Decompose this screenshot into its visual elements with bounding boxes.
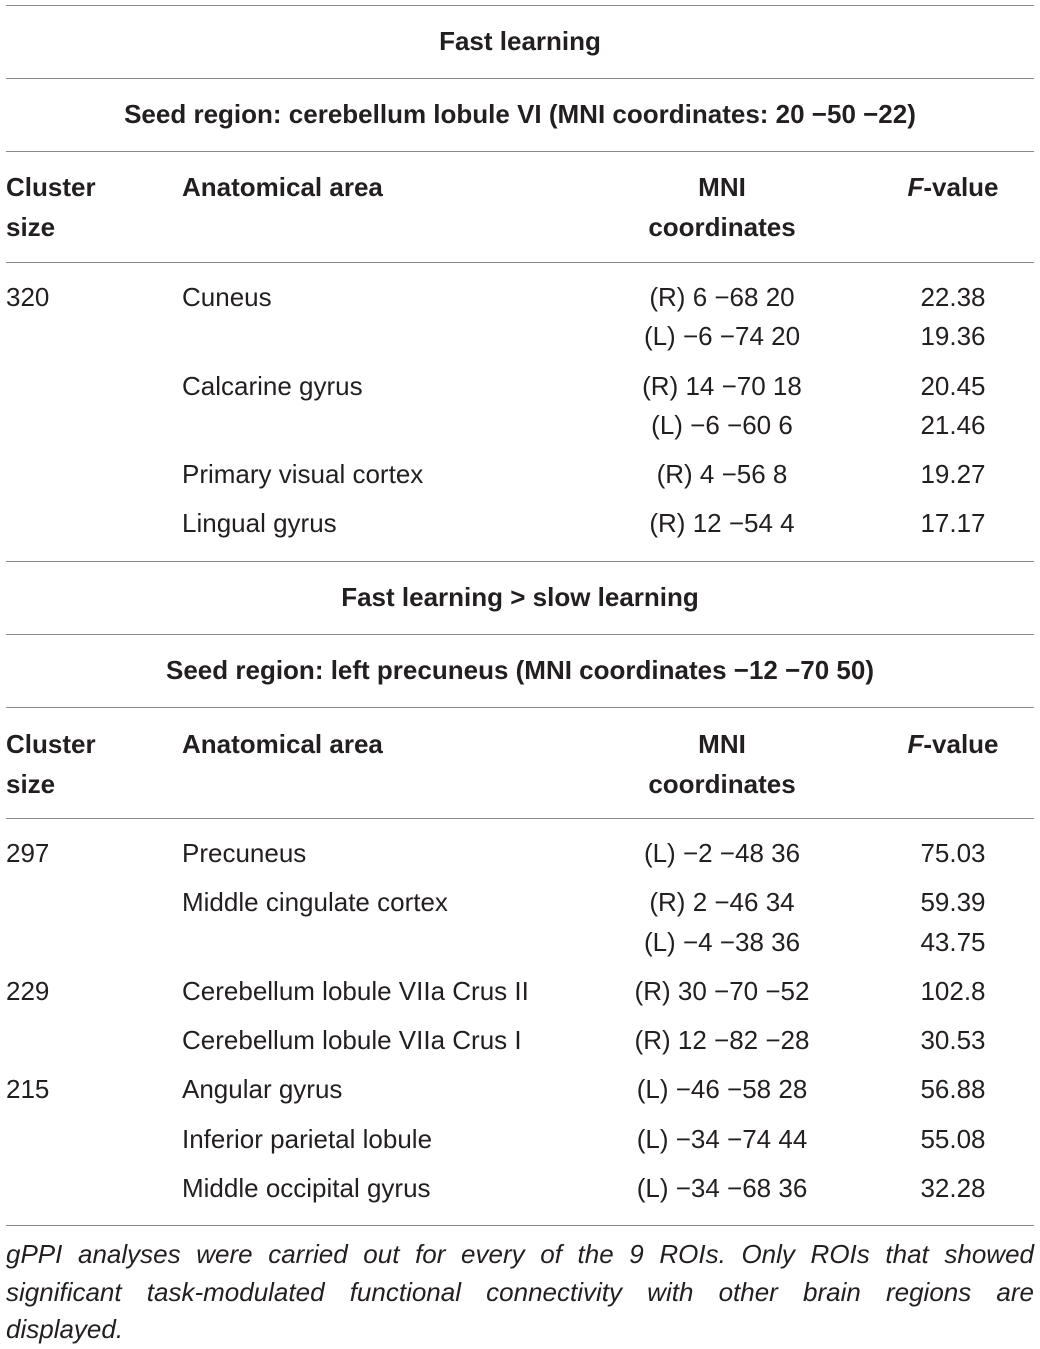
cell-f-value: 17.17: [920, 508, 986, 538]
header-cluster-size: [6, 167, 96, 247]
rule-after-seed-2: [6, 707, 1034, 708]
header-cluster-line2: size: [6, 212, 56, 242]
cell-cluster-size: 215: [6, 1074, 50, 1104]
cell-anatomical-area: Calcarine gyrus: [182, 371, 363, 401]
cell-anatomical-area: Primary visual cortex: [182, 459, 424, 489]
rule-after-title-1: [6, 78, 1034, 79]
cell-anatomical-area: Precuneus: [182, 838, 307, 868]
cell-anatomical-area: Cuneus: [182, 282, 272, 312]
cell-mni-coordinates: (L) −6 −74 20: [643, 321, 801, 351]
cell-f-value: 30.53: [920, 1025, 986, 1055]
cell-mni-coordinates: (L) −6 −60 6: [651, 410, 793, 440]
header-mni-line2: coordinates: [648, 769, 796, 799]
section-title: Fast learning > slow learning: [341, 582, 699, 612]
header-cluster-line1: Cluster: [6, 729, 96, 759]
cell-f-value: 21.46: [920, 410, 986, 440]
cell-mni-coordinates: (L) −34 −68 36: [636, 1173, 808, 1203]
cell-mni-coordinates: (R) 30 −70 −52: [634, 976, 810, 1006]
cell-cluster-size: 320: [6, 282, 50, 312]
rule-after-seed-1: [6, 151, 1034, 152]
cell-f-value: 22.38: [920, 282, 986, 312]
rule-after-header-2: [6, 818, 1034, 819]
header-mni-coordinates: [572, 724, 872, 804]
cell-f-value: 59.39: [920, 887, 986, 917]
cell-f-value: 19.36: [920, 321, 986, 351]
cell-mni-coordinates: (L) −4 −38 36: [643, 927, 801, 957]
cell-mni-coordinates: (R) 4 −56 8: [656, 459, 788, 489]
header-cluster-line2: size: [6, 769, 56, 799]
section-title: Fast learning: [439, 26, 601, 56]
cell-mni-coordinates: (L) −2 −48 36: [643, 838, 801, 868]
rule-after-title-2: [6, 634, 1034, 635]
cell-f-value: 75.03: [920, 838, 986, 868]
header-mni-line2: coordinates: [648, 212, 796, 242]
table-footnote: gPPI analyses were carried out for every of the 9 ROIs. Only ROIs that showed significant task-modulated functional connectivity with other brain regions are displayed.: [6, 1239, 1034, 1344]
cell-f-value: 56.88: [920, 1074, 986, 1104]
cell-anatomical-area: Cerebellum lobule VIIa Crus I: [182, 1025, 522, 1055]
header-f-italic: F: [907, 172, 924, 202]
rule-after-body-1: [6, 561, 1034, 562]
header-f-rest: -value: [923, 729, 999, 759]
seed-region: Seed region: cerebellum lobule VI (MNI coordinates: 20 −50 −22): [124, 99, 916, 129]
cell-cluster-size: 297: [6, 838, 50, 868]
rule-after-body-2: [6, 1225, 1034, 1226]
seed-region: Seed region: left precuneus (MNI coordinates −12 −70 50): [166, 655, 874, 685]
top-rule: [6, 5, 1034, 6]
cell-f-value: 43.75: [920, 927, 986, 957]
cell-f-value: 20.45: [920, 371, 986, 401]
cell-f-value: 55.08: [920, 1124, 986, 1154]
cell-anatomical-area: Middle cingulate cortex: [182, 887, 448, 917]
header-f-value: [872, 724, 1034, 764]
cell-mni-coordinates: (R) 2 −46 34: [649, 887, 795, 917]
cell-anatomical-area: Lingual gyrus: [182, 508, 337, 538]
header-f-rest: -value: [923, 172, 999, 202]
cell-anatomical-area: Middle occipital gyrus: [182, 1173, 431, 1203]
cell-mni-coordinates: (R) 6 −68 20: [649, 282, 795, 312]
cell-f-value: 102.8: [920, 976, 986, 1006]
cell-f-value: 19.27: [920, 459, 986, 489]
header-mni-line1: MNI: [698, 172, 746, 202]
cell-mni-coordinates: (R) 12 −54 4: [649, 508, 795, 538]
rule-after-header-1: [6, 262, 1034, 263]
cell-f-value: 32.28: [920, 1173, 986, 1203]
cell-cluster-size: 229: [6, 976, 50, 1006]
header-cluster-line1: Cluster: [6, 172, 96, 202]
cell-mni-coordinates: (R) 14 −70 18: [642, 371, 802, 401]
cell-anatomical-area: Inferior parietal lobule: [182, 1124, 433, 1154]
cell-mni-coordinates: (R) 12 −82 −28: [634, 1025, 810, 1055]
cell-mni-coordinates: (L) −46 −58 28: [636, 1074, 808, 1104]
header-anatomical-area: Anatomical area: [182, 172, 383, 202]
header-f-italic: F: [907, 729, 924, 759]
header-mni-line1: MNI: [698, 729, 746, 759]
header-cluster-size: [6, 724, 96, 804]
cell-anatomical-area: Cerebellum lobule VIIa Crus II: [182, 976, 529, 1006]
header-mni-coordinates: [572, 167, 872, 247]
header-f-value: [872, 167, 1034, 207]
cell-anatomical-area: Angular gyrus: [182, 1074, 343, 1104]
header-anatomical-area: Anatomical area: [182, 729, 383, 759]
cell-mni-coordinates: (L) −34 −74 44: [636, 1124, 808, 1154]
